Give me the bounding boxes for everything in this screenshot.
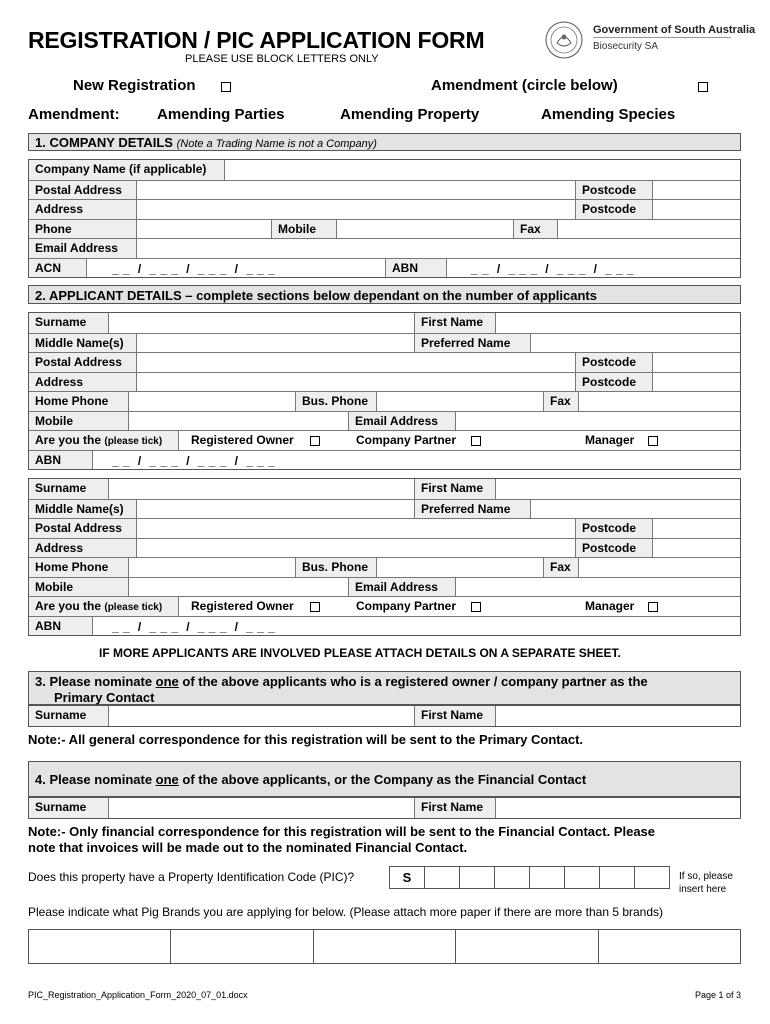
registered-owner-label: Registered Owner (191, 433, 294, 447)
email-label: Email Address (348, 412, 456, 431)
are-you-text: Are you the (35, 599, 102, 613)
brand-cell[interactable] (170, 930, 312, 963)
pic-instruction (679, 870, 733, 896)
brand-cell[interactable] (598, 930, 740, 963)
pic-digit-box[interactable] (459, 866, 495, 889)
address-label: Address (29, 373, 137, 392)
surname-row (29, 313, 740, 333)
manager-checkbox[interactable] (648, 602, 658, 612)
abn-label: ABN (29, 451, 93, 470)
are-you-text: Are you the (35, 433, 102, 447)
financial-contact-note-line1: Note:- Only financial correspondence for this registration will be sent to the Financial Contact. Please (28, 824, 656, 839)
phone-label: Phone (29, 220, 137, 239)
preferred-name-label: Preferred Name (414, 334, 531, 353)
role-row (29, 596, 740, 616)
section-1-heading (28, 133, 741, 151)
section-3-heading (28, 671, 741, 705)
middle-names-label: Middle Name(s) (29, 334, 137, 353)
abn-pattern: _ _ / _ _ _ / _ _ _ / _ _ _ (112, 619, 276, 634)
form-title: REGISTRATION / PIC APPLICATION FORM (28, 27, 485, 53)
section-1-note: (Note a Trading Name is not a Company) (176, 138, 377, 150)
company-name-row (29, 160, 740, 180)
pic-prefix-box: S (389, 866, 425, 889)
bus-phone-label: Bus. Phone (295, 558, 377, 577)
registered-owner-label: Registered Owner (191, 599, 294, 613)
more-applicants-note: IF MORE APPLICANTS ARE INVOLVED PLEASE ATTACH DETAILS ON A SEPARATE SHEET. (99, 646, 621, 660)
surname-label: Surname (29, 479, 109, 499)
registered-owner-checkbox[interactable] (310, 436, 320, 446)
abn-label: ABN (385, 259, 447, 278)
footer-page-number: Page 1 of 3 (694, 990, 741, 1000)
postal-address-row (29, 518, 740, 538)
manager-label: Manager (585, 433, 635, 447)
pic-question: Does this property have a Property Identification Code (PIC)? (28, 870, 355, 884)
government-seal-icon (545, 21, 583, 59)
bus-phone-label: Bus. Phone (295, 392, 377, 411)
phone-row (29, 557, 740, 577)
section-3-heading-start: 3. Please nominate (35, 674, 156, 689)
abn-row (29, 616, 740, 636)
role-row (29, 430, 740, 450)
abn-pattern: _ _ / _ _ _ / _ _ _ / _ _ _ (112, 453, 276, 468)
surname-label: Surname (29, 706, 109, 726)
fax-label: Fax (543, 392, 579, 411)
postcode-label: Postcode (575, 519, 653, 538)
first-name-label: First Name (414, 798, 496, 818)
primary-contact-note: Note:- All general correspondence for this registration will be sent to the Primary Contact. (28, 732, 584, 747)
postcode-label: Postcode (575, 200, 653, 219)
abn-row (29, 450, 740, 470)
mobile-label: Mobile (29, 412, 129, 431)
pig-brands-table (28, 929, 741, 964)
postcode-label: Postcode (575, 539, 653, 558)
agency-name: Biosecurity SA (593, 41, 659, 52)
postcode-label: Postcode (575, 373, 653, 392)
surname-label: Surname (29, 313, 109, 333)
form-subtitle: PLEASE USE BLOCK LETTERS ONLY (185, 53, 379, 65)
pic-digit-box[interactable] (494, 866, 530, 889)
company-partner-checkbox[interactable] (471, 602, 481, 612)
pic-digit-box[interactable] (599, 866, 635, 889)
fax-label: Fax (543, 558, 579, 577)
amending-parties-option[interactable]: Amending Parties (157, 106, 285, 123)
postal-address-row (29, 180, 740, 200)
government-name: Government of South Australia (593, 24, 756, 36)
section-4-heading-start: 4. Please nominate (35, 772, 156, 787)
amendment-checkbox[interactable] (698, 82, 708, 92)
pic-instruction-line1: If so, please (679, 871, 733, 882)
acn-pattern: _ _ / _ _ _ / _ _ _ / _ _ _ (112, 261, 276, 276)
middle-names-row (29, 333, 740, 353)
address-row (29, 372, 740, 392)
section-3-heading-line2: Primary Contact (54, 690, 155, 705)
first-name-label: First Name (414, 479, 496, 499)
please-tick-text: (please tick) (104, 436, 163, 447)
section-4-heading-one: one (155, 772, 179, 787)
role-question-label (29, 597, 179, 616)
amending-property-option[interactable]: Amending Property (340, 106, 480, 123)
primary-contact-table (28, 705, 741, 727)
section-4-heading-end: of the above applicants, or the Company as the Financial Contact (178, 772, 587, 787)
mobile-row (29, 577, 740, 597)
brands-instruction: Please indicate what Pig Brands you are applying for below. (Please attach more paper if there are more than 5 brands) (28, 905, 664, 919)
first-name-label: First Name (414, 706, 496, 726)
financial-contact-table (28, 797, 741, 819)
new-registration-checkbox[interactable] (221, 82, 231, 92)
postal-address-label: Postal Address (29, 181, 137, 200)
footer-filename: PIC_Registration_Application_Form_2020_07_01.docx (28, 990, 248, 1000)
section-4-heading (28, 761, 741, 797)
acn-label: ACN (29, 259, 87, 278)
surname-row (29, 706, 740, 726)
brand-cell[interactable] (455, 930, 597, 963)
first-name-label: First Name (414, 313, 496, 333)
role-question-label (29, 431, 179, 450)
company-partner-label: Company Partner (356, 599, 457, 613)
new-registration-label: New Registration (73, 77, 196, 94)
financial-contact-note-line2: note that invoices will be made out to the nominated Financial Contact. (28, 840, 468, 855)
applicant-2-table (28, 478, 741, 636)
section-2-heading: 2. APPLICANT DETAILS – complete sections below dependant on the number of applicants (28, 285, 741, 304)
registered-owner-checkbox[interactable] (310, 602, 320, 612)
surname-label: Surname (29, 798, 109, 818)
address-label: Address (29, 539, 137, 558)
section-1-title: 1. COMPANY DETAILS (35, 135, 173, 150)
pic-digit-box[interactable] (634, 866, 670, 889)
amending-species-option[interactable]: Amending Species (541, 106, 676, 123)
home-phone-label: Home Phone (29, 558, 129, 577)
company-name-label: Company Name (if applicable) (29, 160, 225, 180)
applicant-1-table (28, 312, 741, 470)
email-row (29, 238, 740, 258)
amendment-label: Amendment (circle below) (431, 77, 618, 94)
middle-names-label: Middle Name(s) (29, 500, 137, 519)
amendment-type-label: Amendment: (28, 106, 120, 123)
mobile-label: Mobile (271, 220, 337, 239)
company-details-table (28, 159, 741, 278)
company-partner-checkbox[interactable] (471, 436, 481, 446)
abn-label: ABN (29, 617, 93, 636)
company-partner-label: Company Partner (356, 433, 457, 447)
surname-row (29, 798, 740, 818)
surname-row (29, 479, 740, 499)
mobile-row (29, 411, 740, 431)
header-divider (593, 37, 731, 38)
pic-digit-box[interactable] (424, 866, 460, 889)
abn-pattern: _ _ / _ _ _ / _ _ _ / _ _ _ (471, 261, 635, 276)
address-row (29, 538, 740, 558)
postal-address-label: Postal Address (29, 353, 137, 372)
phone-row (29, 219, 740, 239)
middle-names-row (29, 499, 740, 519)
phone-row (29, 391, 740, 411)
section-3-heading-end: of the above applicants who is a registered owner / company partner as the (178, 674, 648, 689)
fax-label: Fax (513, 220, 558, 239)
section-3-heading-one: one (155, 674, 179, 689)
acn-abn-row (29, 258, 740, 278)
postal-address-row (29, 352, 740, 372)
home-phone-label: Home Phone (29, 392, 129, 411)
email-label: Email Address (29, 239, 137, 258)
mobile-label: Mobile (29, 578, 129, 597)
address-label: Address (29, 200, 137, 219)
brand-cell[interactable] (313, 930, 455, 963)
brand-cell[interactable] (29, 930, 170, 963)
pic-digit-box[interactable] (529, 866, 565, 889)
pic-digit-box[interactable] (564, 866, 600, 889)
manager-checkbox[interactable] (648, 436, 658, 446)
postcode-label: Postcode (575, 181, 653, 200)
preferred-name-label: Preferred Name (414, 500, 531, 519)
postal-address-label: Postal Address (29, 519, 137, 538)
please-tick-text: (please tick) (104, 602, 163, 613)
pic-instruction-line2: insert here (679, 884, 727, 895)
address-row (29, 199, 740, 219)
postcode-label: Postcode (575, 353, 653, 372)
email-label: Email Address (348, 578, 456, 597)
manager-label: Manager (585, 599, 635, 613)
